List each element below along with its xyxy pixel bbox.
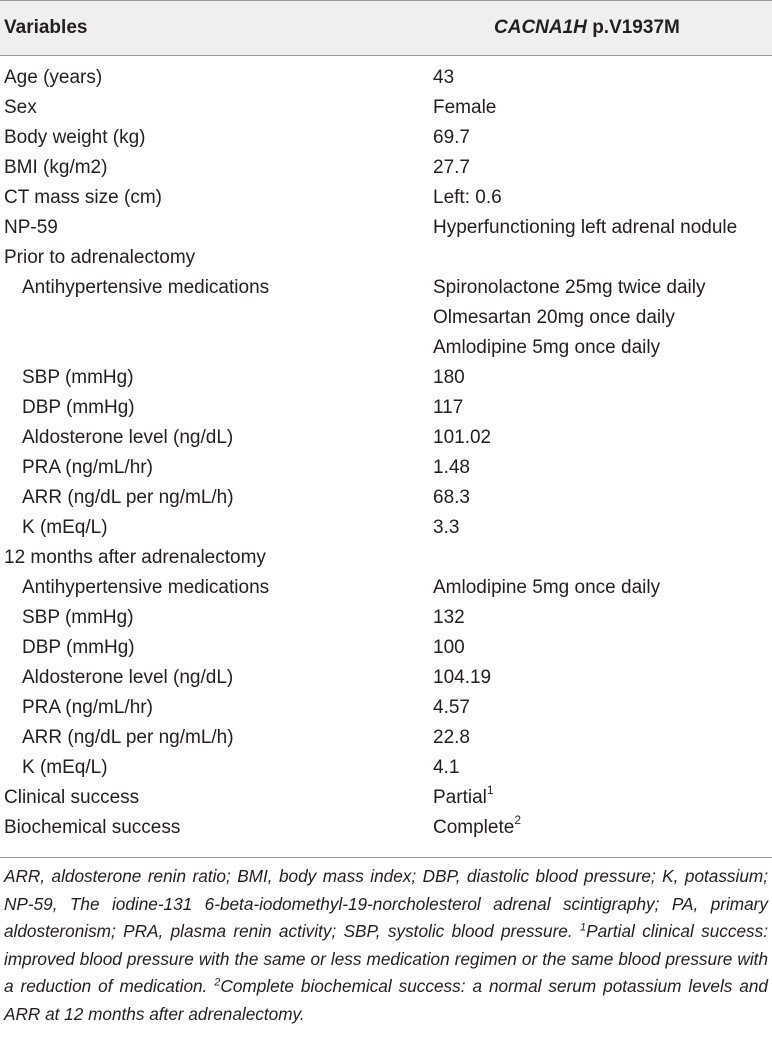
footnote-marker: 1: [486, 782, 494, 797]
header-variant: [494, 17, 680, 39]
row-value: 101.02: [433, 427, 492, 448]
row-label: Clinical success: [4, 787, 140, 808]
row-label: Aldosterone level (ng/dL): [22, 427, 234, 448]
row-value: Hyperfunctioning left adrenal nodule: [433, 217, 738, 238]
table-row: [0, 423, 772, 453]
table-row: [0, 453, 772, 483]
row-value: Olmesartan 20mg once daily: [433, 307, 675, 328]
section-label: Prior to adrenalectomy: [4, 247, 196, 268]
table-row: [0, 573, 772, 603]
footnote-note-2: Complete biochemical success: a normal serum potassium levels and ARR at 12 months after adrenalectomy.: [4, 976, 768, 1024]
row-value: 22.8: [433, 727, 470, 748]
row-label: Sex: [4, 97, 37, 118]
footnote-mark-2: 2: [214, 976, 221, 989]
row-value: 27.7: [433, 157, 470, 178]
table-footer-divider: [0, 857, 772, 858]
value-text: Partial: [433, 787, 487, 808]
row-value: 132: [433, 607, 465, 628]
table-row: [0, 813, 772, 843]
table-row: [0, 603, 772, 633]
header-variables: Variables: [4, 17, 88, 38]
table-row: [0, 663, 772, 693]
row-value: 69.7: [433, 127, 470, 148]
table-row: [0, 273, 772, 303]
footnote-abbreviations: ARR, aldosterone renin ratio; BMI, body mass index; DBP, diastolic blood pressure; K, potassium; NP-59, The iodine-131 6-beta-iodomethyl-19-norcholesterol adrenal scintigraphy; PA, primary aldosteronism; PRA, plasma renin activity; SBP, systolic blood pressure.: [4, 866, 768, 941]
header-variant-label: p.V1937M: [592, 17, 680, 38]
table-row: [0, 303, 772, 333]
table-row: [0, 483, 772, 513]
table-row: [0, 333, 772, 363]
section-row-prior: [0, 243, 772, 273]
row-label: Antihypertensive medications: [22, 277, 270, 298]
header-gene: CACNA1H: [494, 17, 587, 38]
row-label: BMI (kg/m2): [4, 157, 108, 178]
table-row: [0, 363, 772, 393]
row-value: [433, 783, 494, 813]
row-label: PRA (ng/mL/hr): [22, 697, 153, 718]
table-footnote: [4, 863, 768, 1028]
row-value: Amlodipine 5mg once daily: [433, 337, 661, 358]
value-text: Complete: [433, 817, 515, 838]
row-value: Left: 0.6: [433, 187, 502, 208]
row-value: Amlodipine 5mg once daily: [433, 577, 661, 598]
row-value: 1.48: [433, 457, 470, 478]
table-row: [0, 93, 772, 123]
footnote-note-1: Partial clinical success: improved blood pressure with the same or less medication regimen or the same blood pressure with a reduction of medication.: [4, 921, 768, 996]
row-label: Aldosterone level (ng/dL): [22, 667, 234, 688]
footnote-marker: 2: [514, 812, 522, 827]
table-row: [0, 633, 772, 663]
table-row: [0, 213, 772, 243]
row-value: [433, 813, 521, 843]
table-row: [0, 753, 772, 783]
row-value: 68.3: [433, 487, 470, 508]
row-label: PRA (ng/mL/hr): [22, 457, 153, 478]
row-value: 3.3: [433, 517, 460, 538]
table-row: [0, 63, 772, 93]
table-row: [0, 513, 772, 543]
row-label: CT mass size (cm): [4, 187, 162, 208]
table-row: [0, 783, 772, 813]
row-value: 117: [433, 397, 464, 418]
row-label: ARR (ng/dL per ng/mL/h): [22, 727, 234, 748]
row-value: 4.1: [433, 757, 460, 778]
section-row-after: [0, 543, 772, 573]
table-header: [0, 0, 772, 56]
row-value: 104.19: [433, 667, 492, 688]
row-label: Body weight (kg): [4, 127, 146, 148]
row-label: Biochemical success: [4, 817, 181, 838]
table-body: [0, 56, 772, 843]
row-label: Antihypertensive medications: [22, 577, 270, 598]
row-value: Female: [433, 97, 497, 118]
row-label: SBP (mmHg): [22, 367, 134, 388]
table-row: [0, 183, 772, 213]
row-label: K (mEq/L): [22, 517, 108, 538]
section-label: 12 months after adrenalectomy: [4, 547, 266, 568]
row-value: 43: [433, 67, 455, 88]
row-label: NP-59: [4, 217, 58, 238]
table-row: [0, 393, 772, 423]
row-label: ARR (ng/dL per ng/mL/h): [22, 487, 234, 508]
row-value: 4.57: [433, 697, 470, 718]
row-value: 180: [433, 367, 465, 388]
footnote-mark-1: 1: [580, 921, 587, 934]
row-value: 100: [433, 637, 465, 658]
row-value: Spironolactone 25mg twice daily: [433, 277, 706, 298]
row-label: Age (years): [4, 67, 103, 88]
row-label: SBP (mmHg): [22, 607, 134, 628]
table-row: [0, 123, 772, 153]
table-row: [0, 723, 772, 753]
table-row: [0, 153, 772, 183]
row-label: K (mEq/L): [22, 757, 108, 778]
row-label: DBP (mmHg): [22, 397, 135, 418]
table-row: [0, 693, 772, 723]
row-label: DBP (mmHg): [22, 637, 135, 658]
